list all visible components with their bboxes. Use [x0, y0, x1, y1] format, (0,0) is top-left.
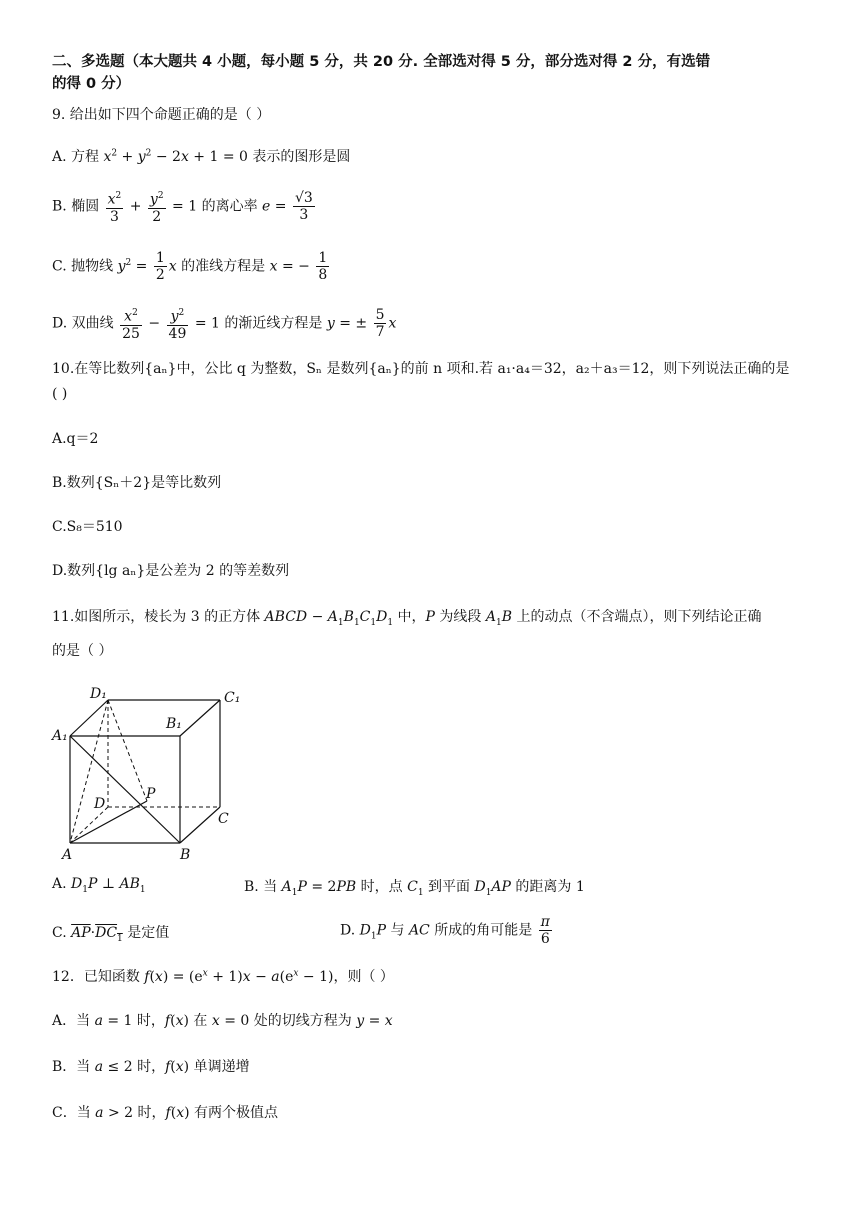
q10-stem-line2: ( ) [52, 386, 68, 402]
q10-option-b: B.数列{Sₙ＋2}是等比数列 [52, 475, 222, 491]
label-a: A [62, 847, 73, 863]
q10-option-d: D.数列{lg aₙ}是公差为 2 的等差数列 [52, 563, 290, 579]
label-a1: A₁ [52, 728, 68, 744]
q11-option-d: D. $D_1P$ 与 AC 所成的角可能是 $\frac{\pi}{6}$ [340, 914, 550, 947]
label-d1: D₁ [90, 686, 107, 702]
label-b1: B₁ [166, 716, 182, 732]
q10-stem-line1: 10.在等比数列{aₙ}中，公比 q 为整数，Sₙ 是数列{aₙ}的前 n 项和.若 a₁·a₄＝32，a₂＋a₃＝12，则下列说法正确的是 [52, 361, 790, 377]
label-p: P [146, 786, 156, 802]
q11-option-a: A. $D_1P$ ⊥ $AB_1$ [52, 876, 146, 895]
q12-option-c: C．当 a > 2 时，f(x) 有两个极值点 [52, 1105, 279, 1121]
q11-stem-line2: 的是（ ） [52, 643, 113, 659]
q10-option-a: A.q＝2 [52, 431, 99, 447]
q11-option-c: C. $\overline{AP}\cdot DC_1$ 是定值 [52, 925, 170, 944]
q11-stem-line1: 11.如图所示，棱长为 3 的正方体 ABCD − $A_1B_1C_1D_1$ 中，P 为线段 $A_1B$ 上的动点（不含端点），则下列结论正确 [52, 609, 762, 628]
q12-option-b: B．当 a ≤ 2 时，f(x) 单调递增 [52, 1059, 250, 1075]
q11-option-b: B. 当 $A_1P = 2PB$ 时，点 $C_1$ 到平面 $D_1AP$ 的距离为 1 [244, 879, 585, 898]
section-header-line2: 的得 0 分） [52, 76, 131, 92]
q9-option-c: C. 抛物线 $y^2$ = $\frac{1}{2}$ x 的准线方程是 x = − $\frac{1}{8}$ [52, 250, 328, 283]
q9-option-a: A. 方程 $x^2 + y^2 - 2x + 1 = 0$ 表示的图形是圆 [52, 148, 351, 165]
q10-option-c: C.S₈＝510 [52, 519, 123, 535]
q9-stem: 9. 给出如下四个命题正确的是（ ） [52, 107, 271, 123]
section-header-line1: 二、多选题（本大题共 4 小题，每小题 5 分，共 20 分. 全部选对得 5 分，部分选对得 2 分，有选错 [52, 54, 711, 70]
q9-option-d: D. 双曲线 $\frac{x^2}{25}$ − $\frac{y^2}{49}$ = 1 的渐近线方程是 y = ± $\frac{5}{7}$ x [52, 306, 397, 342]
label-b: B [180, 847, 191, 863]
label-c1: C₁ [224, 690, 241, 706]
label-d: D [94, 796, 106, 812]
q12-stem: 12．已知函数 $f(x) = (e^x + 1)x - a(e^x - 1)$，则（ ） [52, 968, 394, 985]
label-c: C [218, 811, 229, 827]
cube-figure [48, 680, 258, 865]
q9-option-b: B. 椭圆 $\frac{x^2}{3}$ + $\frac{y^2}{2}$ = 1 的离心率 e = $\frac{√3}{3}$ [52, 189, 313, 225]
q12-option-a: A．当 a = 1 时，f(x) 在 x = 0 处的切线方程为 y = x [52, 1013, 393, 1029]
